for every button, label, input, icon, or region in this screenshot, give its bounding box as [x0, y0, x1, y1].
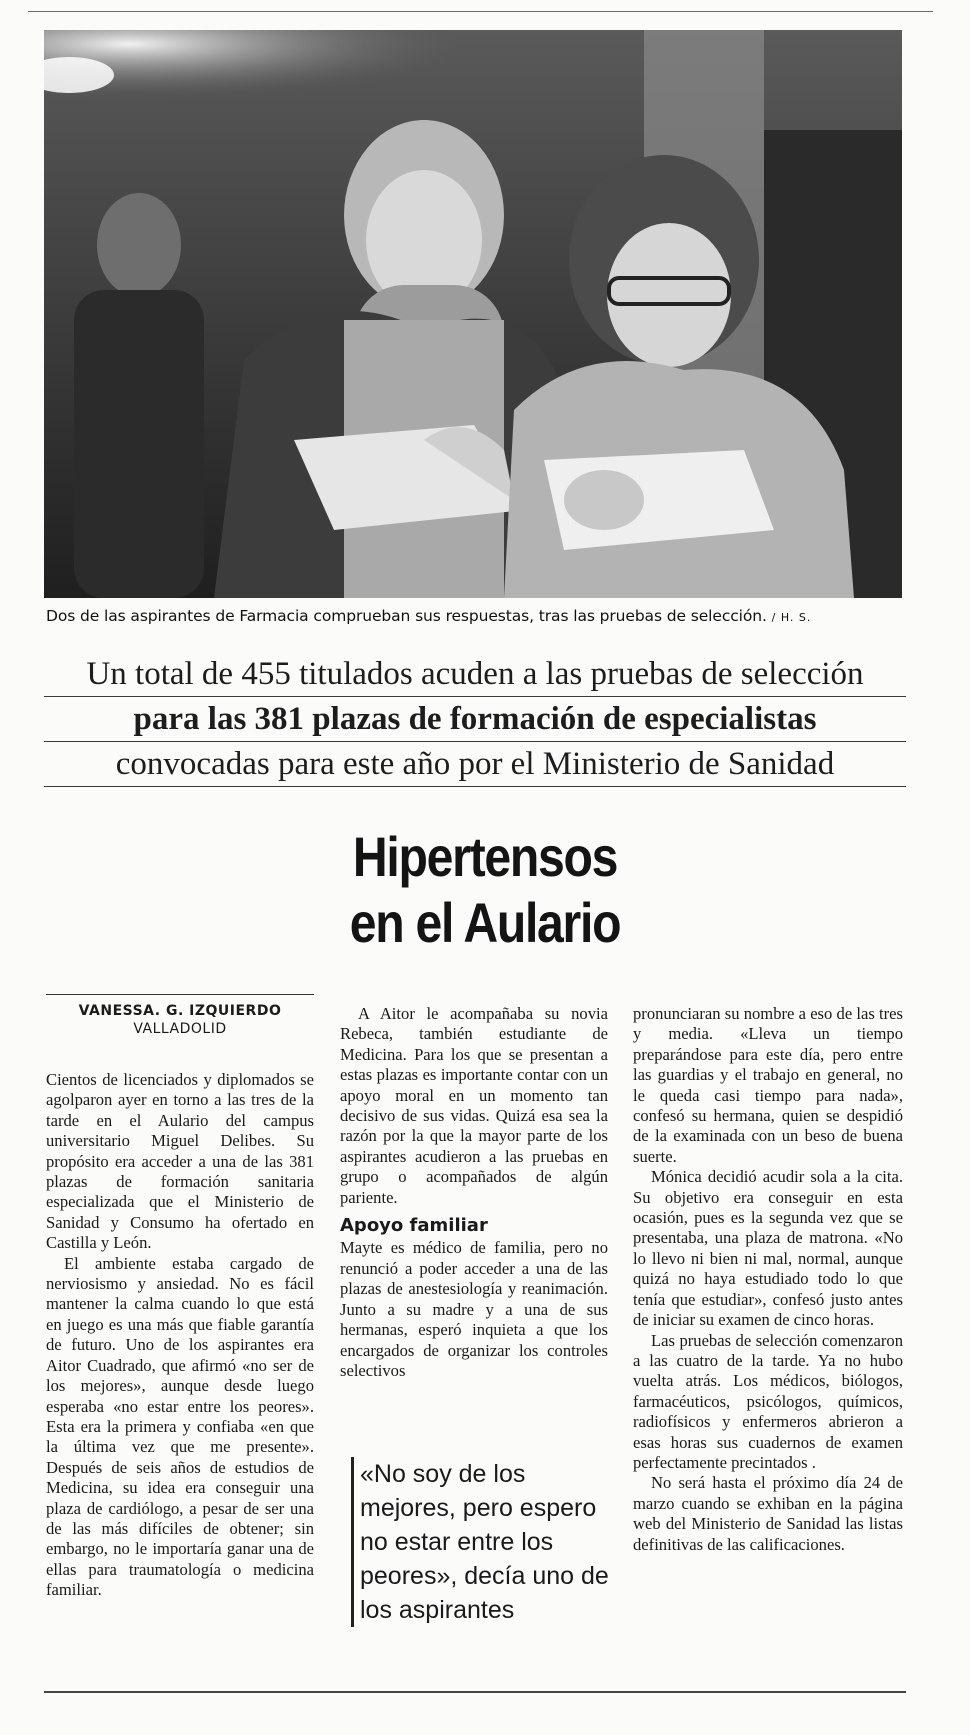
article-column-1	[46, 1070, 314, 1601]
paragraph: No será hasta el próximo día 24 de marzo cuando se exhiban en la página web del Ministerio de Sanidad las listas definitivas de las calificaciones.	[633, 1473, 903, 1554]
byline-rule	[46, 994, 314, 995]
headline-line-2: en el Aulario	[349, 891, 621, 954]
byline	[46, 994, 314, 1037]
section-subhead: Apoyo familiar	[340, 1215, 488, 1237]
photo-caption	[46, 607, 906, 625]
caption-text: Dos de las aspirantes de Farmacia comprueban sus respuestas, tras las pruebas de selección.	[46, 607, 767, 625]
photo-two-applicants	[44, 30, 902, 598]
news-photo	[44, 30, 902, 598]
paragraph: Mónica decidió acudir sola a la cita. Su objetivo era conseguir en esta ocasión, pues es la segunda vez que se presentaba, una plaza de matrona. «No lo llevo ni bien ni mal, normal, aunque quizá no haya estudiado todo lo que tenía que estudiar», confesó justo antes de iniciar su examen de cinco horas.	[633, 1167, 903, 1330]
subheadline-line-1: Un total de 455 titulados acuden a las pruebas de selección	[44, 652, 906, 697]
subheadline-line-2: para las 381 plazas de formación de especialistas	[44, 697, 906, 742]
paragraph: Las pruebas de selección comenzaron a las cuatro de la tarde. Ya no hubo vuelta atrás. Los médicos, biólogos, farmacéuticos, psicólogos, químicos, radiofísicos y enfermeros abrieron a esas horas sus cuadernos de examen perfectamente precintados .	[633, 1330, 903, 1472]
byline-author: VANESSA. G. IZQUIERDO	[78, 1003, 282, 1019]
paragraph: El ambiente estaba cargado de nerviosismo y ansiedad. No es fácil mantener la calma cuando lo que está en juego es una más que fiable garantía de futuro. Uno de los aspirantes era Aitor Cuadrado, que afirmó «no ser de los mejores», aunque desde luego esperaba «no estar entre los peores». Esta era la primera y confiaba «en que la última vez que me presente». Después de seis años de estudios de Medicina, su idea era conseguir una plaza de cardiólogo, a pesar de ser una de las más difíciles de obtener; sin embargo, no le importaría ganar una de ellas para traumatología o medicina familiar.	[46, 1253, 314, 1600]
subheadline-block	[44, 652, 906, 787]
photo-credit: / H. S.	[771, 611, 812, 624]
paragraph: pronunciaran su nombre a eso de las tres y media. «Lleva un tiempo preparándose para este día, pero entre las guardias y el trabajo en general, no le queda casi tiempo para nada», confesó su hermana, quien se despidió de la examinada con un beso de buena suerte.	[633, 1004, 903, 1166]
bottom-rule	[44, 1691, 906, 1693]
article-column-3	[633, 1004, 903, 1555]
headline-line-1: Hipertensos	[352, 825, 618, 888]
byline-city: VALLADOLID	[133, 1021, 227, 1037]
pull-quote: «No soy de los mejores, pero espero no estar entre los peores», decía uno de los aspirantes	[351, 1457, 610, 1627]
headline	[68, 824, 902, 956]
paragraph: A Aitor le acompañaba su novia Rebeca, también estudiante de Medicina. Para los que se presentan a estas plazas es importante contar con un apoyo moral en un momento tan decisivo de sus vidas. Quizá esa sea la razón por la que la mayor parte de los aspirantes acudieron a las pruebas en grupo o acompañados de algún pariente.	[340, 1004, 608, 1207]
top-rule	[28, 11, 933, 12]
subheadline-line-3: convocadas para este año por el Ministerio de Sanidad	[44, 742, 906, 787]
paragraph: Mayte es médico de familia, pero no renunció a poder acceder a una de las plazas de anestesiología y reanimación. Junto a su madre y a una de sus hermanas, esperó inquieta a que los encargados de organizar los controles selectivos	[340, 1238, 608, 1380]
paragraph: Cientos de licenciados y diplomados se agolparon ayer en torno a las tres de la tarde en el Aulario del campus universitario Miguel Delibes. Su propósito era acceder a una de las 381 plazas de formación sanitaria especializada que el Ministerio de Sanidad y Consumo ha ofertado en Castilla y León.	[46, 1070, 314, 1253]
article-column-2	[340, 1004, 608, 1381]
